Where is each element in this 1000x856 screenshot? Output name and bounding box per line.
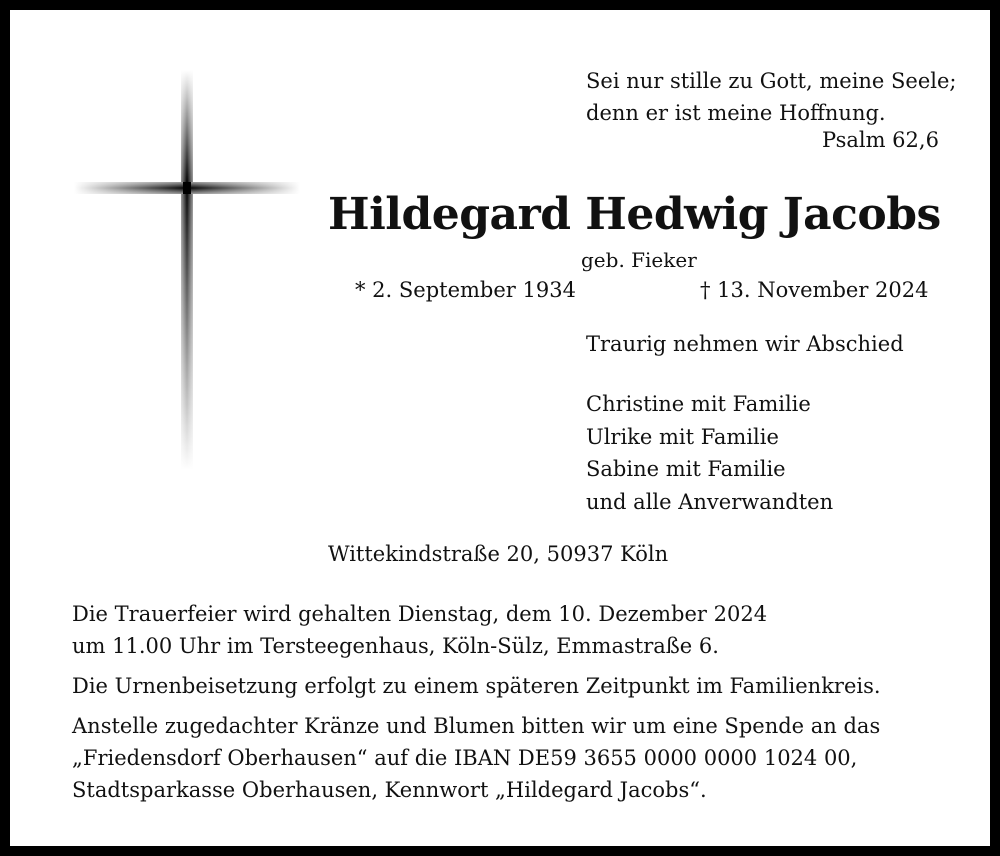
funeral-line-2: um 11.00 Uhr im Tersteegenhaus, Köln-Sülz, Emmastraße 6.: [72, 634, 719, 658]
death-date: † 13. November 2024: [700, 278, 929, 302]
funeral-info: [72, 598, 767, 662]
psalm-quote: [586, 65, 957, 129]
donation-info: [72, 710, 880, 806]
donation-line-2: „Friedensdorf Oberhausen“ auf die IBAN DE59 3655 0000 0000 1024 00,: [72, 746, 858, 770]
deceased-name: Hildegard Hedwig Jacobs: [328, 189, 941, 240]
list-item: Sabine mit Familie: [586, 457, 786, 481]
list-item: Ulrike mit Familie: [586, 424, 779, 449]
donation-line-1: Anstelle zugedachter Kränze und Blumen bitten wir um eine Spende an das: [72, 714, 881, 738]
psalm-line-2: denn er ist meine Hoffnung.: [586, 101, 886, 125]
mourners-list: [586, 388, 833, 518]
list-item: Christine mit Familie: [586, 392, 811, 416]
birth-date: * 2. September 1934: [355, 278, 576, 302]
family-address: Wittekindstraße 20, 50937 Köln: [328, 542, 669, 566]
psalm-line-1: Sei nur stille zu Gott, meine Seele;: [586, 69, 957, 93]
burial-info: Die Urnenbeisetzung erfolgt zu einem späteren Zeitpunkt im Familienkreis.: [72, 674, 881, 698]
donation-line-3: Stadtsparkasse Oberhausen, Kennwort „Hildegard Jacobs“.: [72, 778, 707, 802]
maiden-name: geb. Fieker: [581, 248, 697, 272]
list-item: und alle Anverwandten: [586, 489, 834, 514]
mourning-heading: Traurig nehmen wir Abschied: [586, 332, 904, 356]
funeral-line-1: Die Trauerfeier wird gehalten Dienstag, dem 10. Dezember 2024: [72, 602, 768, 626]
psalm-reference: Psalm 62,6: [822, 128, 939, 152]
cross-icon: [70, 70, 302, 472]
